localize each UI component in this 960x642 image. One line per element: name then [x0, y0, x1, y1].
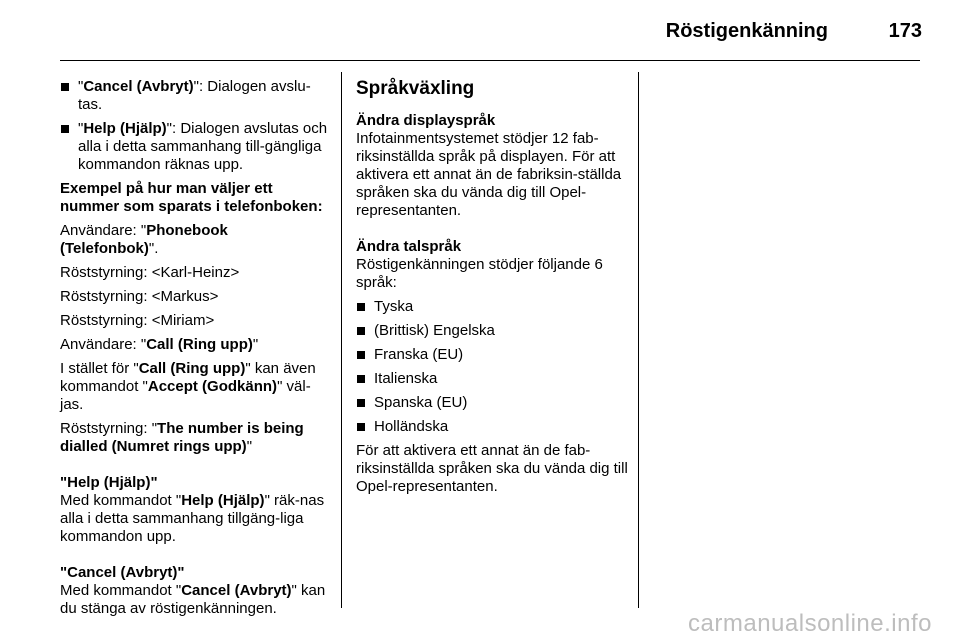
dialog-user-2: Användare: "Call (Ring upp)" — [60, 336, 259, 353]
dialog-voice-3: Röststyrning: <Miriam> — [60, 312, 215, 329]
display-language-text: Infotainmentsystemet stödjer 12 fab-riksinställda språk på displayen. För att aktivera ett annat än de fabriksin-ställda språken ska du vända dig till Opel-representanten. — [356, 130, 622, 219]
alternative-command-note: I stället för "Call (Ring upp)" kan även kommandot "Accept (Godkänn)" väl-jas. — [60, 360, 316, 413]
command-cancel: Cancel (Avbryt) — [83, 78, 194, 95]
middle-column — [356, 78, 630, 502]
column-divider-2 — [638, 72, 639, 608]
column-divider-1 — [341, 72, 342, 608]
left-column — [60, 78, 328, 624]
help-heading: "Help (Hjälp)" — [60, 474, 158, 491]
display-language-heading: Ändra displayspråk — [356, 112, 496, 129]
header-divider — [60, 60, 920, 61]
example-heading: Exempel på hur man väljer ett nummer som sparats i telefonboken: — [60, 180, 323, 215]
closing-text: För att aktivera ett annat än de fab-riksinställda språken ska du vända dig till Opel-representanten. — [356, 442, 628, 495]
command-help: Help (Hjälp) — [83, 120, 167, 137]
dialog-voice-4: Röststyrning: "The number is being dialled (Numret rings upp)" — [60, 420, 304, 455]
dialog-user-1: Användare: "Phonebook (Telefonbok)". — [60, 222, 228, 257]
speech-language-text: Röstigenkänningen stödjer följande 6 språk: — [356, 256, 603, 291]
page-number: 173 — [888, 20, 922, 42]
list-item: Tyska — [356, 298, 630, 316]
dialog-voice-2: Röststyrning: <Markus> — [60, 288, 219, 305]
list-item: Italienska — [356, 370, 630, 388]
bullet-cancel: "Cancel (Avbryt)": Dialogen avslu-tas. — [60, 78, 328, 114]
bullet-help: "Help (Hjälp)": Dialogen avslutas och alla i detta sammanhang till-gängliga kommandon räknas upp. — [60, 120, 328, 174]
cancel-text: Med kommandot "Cancel (Avbryt)" kan du stänga av röstigenkänningen. — [60, 582, 326, 617]
help-text: Med kommandot "Help (Hjälp)" räk-nas alla i detta sammanhang tillgäng-liga kommandon upp. — [60, 492, 325, 545]
list-item: Holländska — [356, 418, 630, 436]
list-item: Spanska (EU) — [356, 394, 630, 412]
cancel-heading: "Cancel (Avbryt)" — [60, 564, 185, 581]
watermark: carmanualsonline.info — [688, 610, 932, 637]
page-title: Röstigenkänning — [665, 20, 828, 42]
dialog-voice-1: Röststyrning: <Karl-Heinz> — [60, 264, 240, 281]
list-item: Franska (EU) — [356, 346, 630, 364]
list-item: (Brittisk) Engelska — [356, 322, 630, 340]
section-title: Språkväxling — [356, 78, 475, 99]
speech-language-heading: Ändra talspråk — [356, 238, 462, 255]
